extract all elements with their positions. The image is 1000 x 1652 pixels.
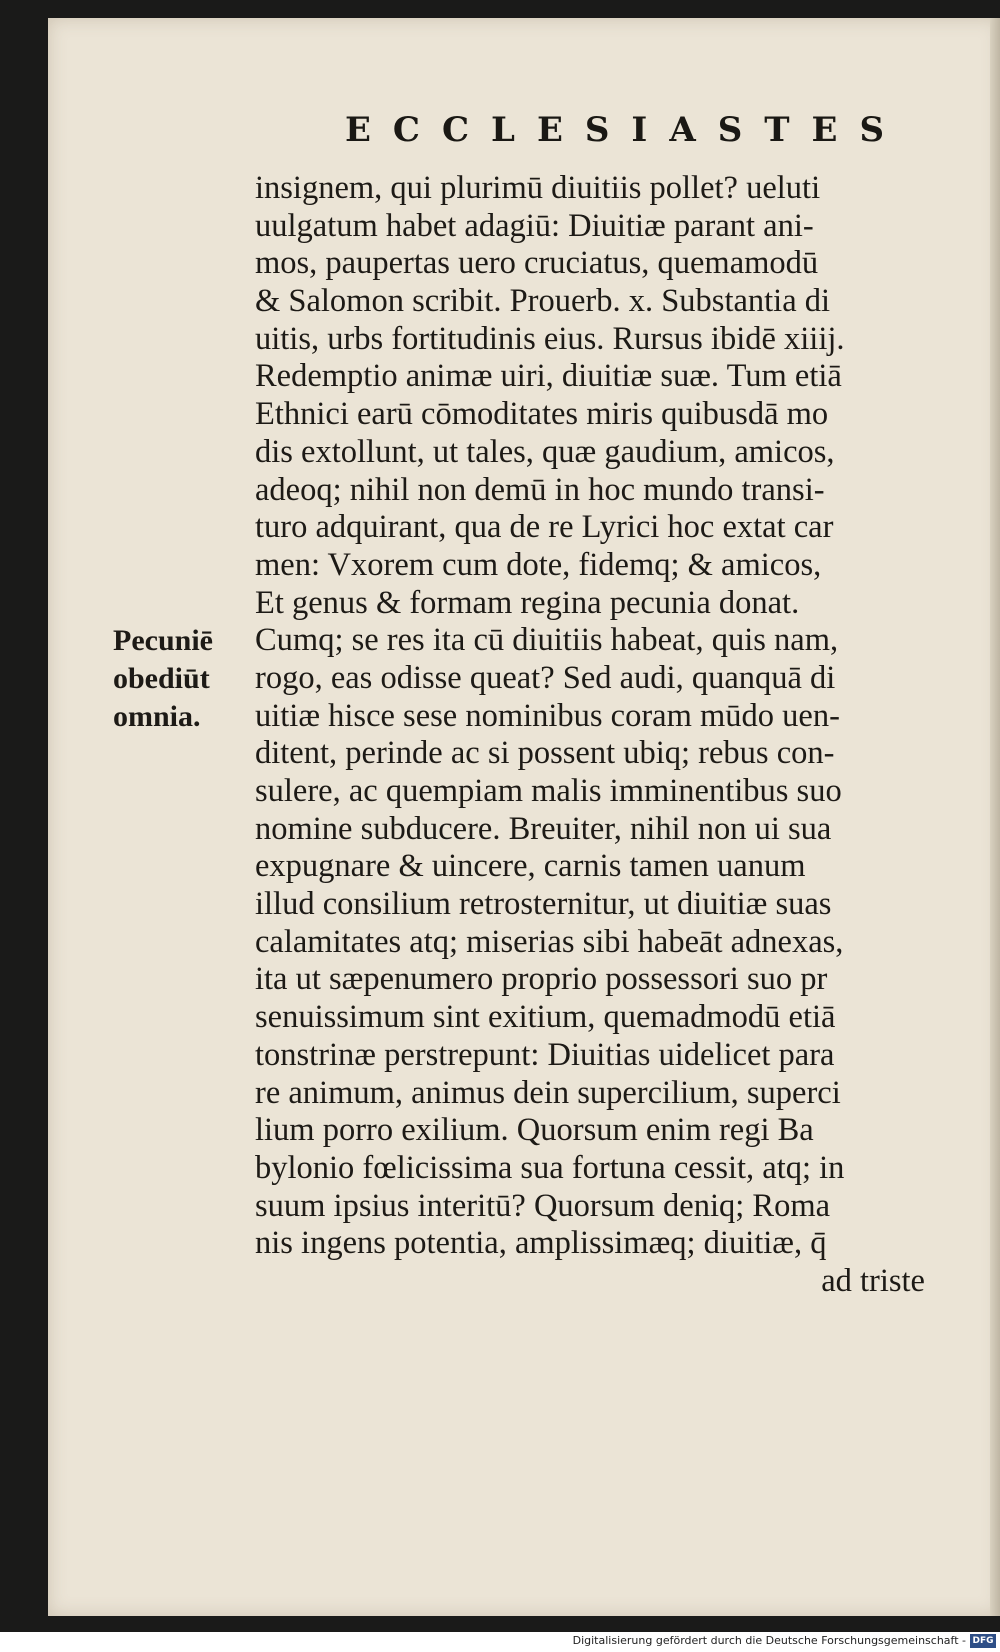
text-line: ita ut sæpenumero proprio possessori suo pr: [255, 961, 828, 998]
text-line: rogo, eas odisse queat? Sed audi, quanquā di: [255, 659, 836, 696]
text-line: Cumq; se res ita cū diuitiis habeat, quis nam,: [255, 622, 839, 659]
dfg-logo-icon: DFG: [970, 1634, 996, 1648]
text-line: calamitates atq; miserias sibi habeāt adnexas,: [255, 923, 844, 960]
text-line: Et genus & formam regina pecunia donat.: [255, 584, 800, 621]
text-line: re animum, animus dein supercilium, superci: [255, 1074, 841, 1111]
text-line: tonstrinæ perstrepunt: Diuitias uidelicet para: [255, 1036, 835, 1073]
text-line: nomine subducere. Breuiter, nihil non ui sua: [255, 810, 832, 847]
text-line: turo adquirant, qua de re Lyrici hoc extat car: [255, 509, 834, 546]
text-line: uitis, urbs fortitudinis eius. Rursus ibidē xiiij.: [255, 320, 845, 357]
page-edge: [990, 18, 1000, 1616]
text-line: uitiæ hisce sese nominibus coram mūdo uen-: [255, 697, 840, 734]
text-line: & Salomon scribit. Prouerb. x. Substantia di: [255, 283, 831, 320]
text-line: senuissimum sint exitium, quemadmodū etiā: [255, 999, 836, 1036]
text-line: uulgatum habet adagiū: Diuitiæ parant ani-: [255, 207, 814, 244]
marginal-note-line: obediūt: [113, 662, 210, 695]
catchword: ad triste: [821, 1262, 925, 1299]
footer-bar: [0, 1632, 1000, 1652]
text-line: illud consilium retrosternitur, ut diuitiæ suas: [255, 886, 832, 923]
marginal-note-line: Pecuniē: [113, 624, 213, 657]
text-line: insignem, qui plurimū diuitiis pollet? ueluti: [255, 170, 821, 206]
marginal-note-line: omnia.: [113, 700, 201, 733]
running-head: ECCLESIASTES: [345, 110, 907, 150]
text-line: bylonio fœlicissima sua fortuna cessit, atq; in: [255, 1149, 845, 1186]
text-line: adeoq; nihil non demū in hoc mundo transi-: [255, 471, 825, 508]
text-line: expugnare & uincere, carnis tamen uanum: [255, 848, 806, 885]
text-line: lium porro exilium. Quorsum enim regi Ba: [255, 1112, 814, 1149]
text-line: Ethnici earū cōmoditates miris quibusdā mo: [255, 396, 829, 433]
text-line: Redemptio animæ uiri, diuitiæ suæ. Tum etiā: [255, 358, 842, 395]
text-line: men: Vxorem cum dote, fidemq; & amicos,: [255, 546, 822, 583]
funding-credit: Digitalisierung gefördert durch die Deutsche Forschungsgemeinschaft -: [572, 1634, 966, 1647]
text-line: mos, paupertas uero cruciatus, quemamodū: [255, 245, 819, 282]
text-line: nis ingens potentia, amplissimæq; diuitiæ, q̄: [255, 1225, 827, 1262]
body-text: [255, 170, 935, 1301]
text-line: ditent, perinde ac si possent ubiq; rebus con-: [255, 735, 835, 772]
text-line: suum ipsius interitū? Quorsum deniq; Roma: [255, 1187, 831, 1224]
marginal-note: [113, 622, 238, 736]
text-line: dis extollunt, ut tales, quæ gaudium, amicos,: [255, 433, 835, 470]
text-line: sulere, ac quempiam malis imminentibus suo: [255, 773, 842, 809]
